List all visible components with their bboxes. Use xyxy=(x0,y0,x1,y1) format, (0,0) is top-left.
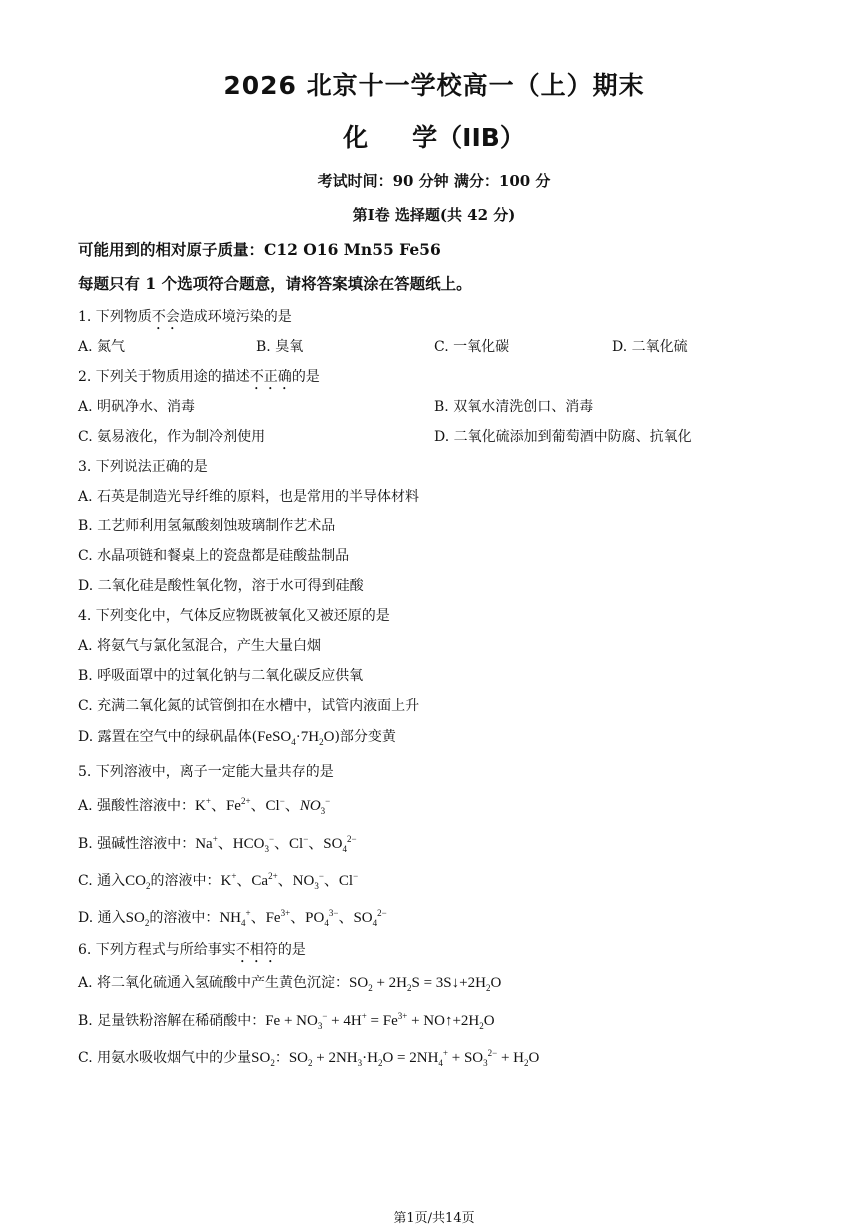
q5-option-a xyxy=(78,794,330,815)
question-6-stem xyxy=(78,939,306,966)
q5-b-ions: Na+、$HCO_3^-$、Cl−、$SO_4^{2-}$ xyxy=(195,834,357,854)
q5-d-prefix: D. 通入 xyxy=(78,910,126,926)
q6-option-a xyxy=(78,972,501,992)
q2-prefix: 2. 下列关于物质用途的描述 xyxy=(78,369,250,385)
q6-a-text: A. 将二氧化硫通入氢硫酸中产生黄色沉淀： xyxy=(78,975,350,991)
q5-d-suffix: 的溶液中： xyxy=(149,910,220,926)
q3-option-b: B. 工艺师利用氢氟酸刻蚀玻璃制作艺术品 xyxy=(78,518,336,534)
q6-b-text: B. 足量铁粉溶解在稀硝酸中： xyxy=(78,1013,266,1029)
q6-emphasis: 不相符 xyxy=(235,942,278,958)
q4-option-b: B. 呼吸面罩中的过氧化钠与二氧化碳反应供氧 xyxy=(78,668,364,684)
question-4-stem: 4. 下列变化中，气体反应物既被氧化又被还原的是 xyxy=(78,608,390,624)
q6-option-b xyxy=(78,1010,495,1030)
q5-option-c xyxy=(78,869,358,890)
subject-char: 化 xyxy=(343,123,369,152)
q1-option-d: D. 二氧化硫 xyxy=(612,339,688,355)
q5-c-suffix: 的溶液中： xyxy=(150,873,221,889)
q5-d-ions: $NH_4^+$、$Fe^{3+}$、$PO_4^{3-}$、$SO_4^{2-}$ xyxy=(219,908,387,928)
q5-d-gas: $SO_2$ xyxy=(125,910,150,928)
q3-option-c: C. 水晶项链和餐桌上的瓷盘都是硅酸盐制品 xyxy=(78,548,350,564)
exam-meta: 考试时间：90 分钟 满分：100 分 xyxy=(317,172,551,190)
q6-b-equation: $Fe + NO_3^- + 4H^+ = Fe^{3+}$ + $NO↑+2H_2O$ xyxy=(265,1011,495,1031)
q6-c-gas: $SO_2$ xyxy=(251,1050,275,1068)
q4-d-prefix: D. 露置在空气中的绿矾晶体( xyxy=(78,729,258,745)
q5-c-gas: $CO_2$ xyxy=(125,873,151,891)
q6-prefix: 6. 下列方程式与所给事实 xyxy=(78,942,236,958)
q6-c-suffix: ： xyxy=(274,1050,289,1066)
q3-option-d: D. 二氧化硅是酸性氧化物，溶于水可得到硅酸 xyxy=(78,578,364,594)
q6-a-equation: $SO_2 + 2H_2S$ = $3S↓+2H_2O$ xyxy=(349,975,502,993)
q1-option-b: B. 臭氧 xyxy=(256,339,304,355)
q6-suffix: 的是 xyxy=(277,942,306,958)
q1-suffix: 造成环境污染的是 xyxy=(179,309,292,325)
q6-c-prefix: C. 用氨水吸收烟气中的少量 xyxy=(78,1050,252,1066)
q4-d-formula: $FeSO_4\cdot 7H_2O$ xyxy=(257,729,335,747)
q2-emphasis: 不正确 xyxy=(249,369,292,385)
subject-rest: 学（IIB） xyxy=(412,123,525,152)
q4-d-suffix: )部分变黄 xyxy=(334,729,396,745)
q5-option-b xyxy=(78,832,357,853)
question-2-stem xyxy=(78,366,320,393)
instruction-note: 每题只有 1 个选项符合题意，请将答案填涂在答题纸上。 xyxy=(78,274,472,293)
q4-option-a: A. 将氨气与氯化氢混合，产生大量白烟 xyxy=(78,638,322,654)
q2-option-c: C. 氨易液化，作为制冷剂使用 xyxy=(78,429,266,445)
q6-option-c xyxy=(78,1047,539,1067)
q2-option-a: A. 明矾净水、消毒 xyxy=(78,399,196,415)
exam-title: 2026 北京十一学校高一（上）期末 xyxy=(223,71,645,100)
section-heading: 第Ⅰ卷 选择题(共 42 分) xyxy=(352,206,516,224)
q1-option-a: A. 氮气 xyxy=(78,339,126,355)
q1-emphasis: 不会 xyxy=(151,309,180,325)
q3-option-a: A. 石英是制造光导纤维的原料，也是常用的半导体材料 xyxy=(78,489,420,505)
question-5-stem: 5. 下列溶液中，离子一定能大量共存的是 xyxy=(78,764,334,780)
q5-option-d xyxy=(78,906,387,927)
q4-option-c: C. 充满二氧化氮的试管倒扣在水槽中，试管内液面上升 xyxy=(78,698,420,714)
question-1-stem xyxy=(78,306,292,333)
q5-c-prefix: C. 通入 xyxy=(78,873,126,889)
q6-c-equation: $SO_2 + 2NH_3\cdot H_2O = 2NH_4^+ + SO_3^{2-} + H_2O$ xyxy=(288,1048,540,1068)
q2-suffix: 的是 xyxy=(291,369,320,385)
page-footer: 第1页/共14页 xyxy=(393,1211,475,1226)
q5-a-text: A. 强酸性溶液中： xyxy=(78,798,196,814)
atomic-mass-note: 可能用到的相对原子质量：C12 O16 Mn55 Fe56 xyxy=(78,240,441,259)
q5-c-ions: K+、$Ca^{2+}$、$NO_3^-$、Cl− xyxy=(220,871,359,891)
q5-b-text: B. 强碱性溶液中： xyxy=(78,836,196,852)
q4-option-d xyxy=(78,726,396,746)
q2-option-b: B. 双氧水清洗创口、消毒 xyxy=(434,399,594,415)
subject-title xyxy=(0,118,868,154)
q1-prefix: 1. 下列物质 xyxy=(78,309,152,325)
q1-option-c: C. 一氧化碳 xyxy=(434,339,510,355)
q2-option-d: D. 二氧化硫添加到葡萄酒中防腐、抗氧化 xyxy=(434,429,692,445)
question-3-stem: 3. 下列说法正确的是 xyxy=(78,459,208,475)
q5-a-ions: K+、$Fe^{2+}$、Cl−、$NO_3^-$ xyxy=(195,796,331,816)
